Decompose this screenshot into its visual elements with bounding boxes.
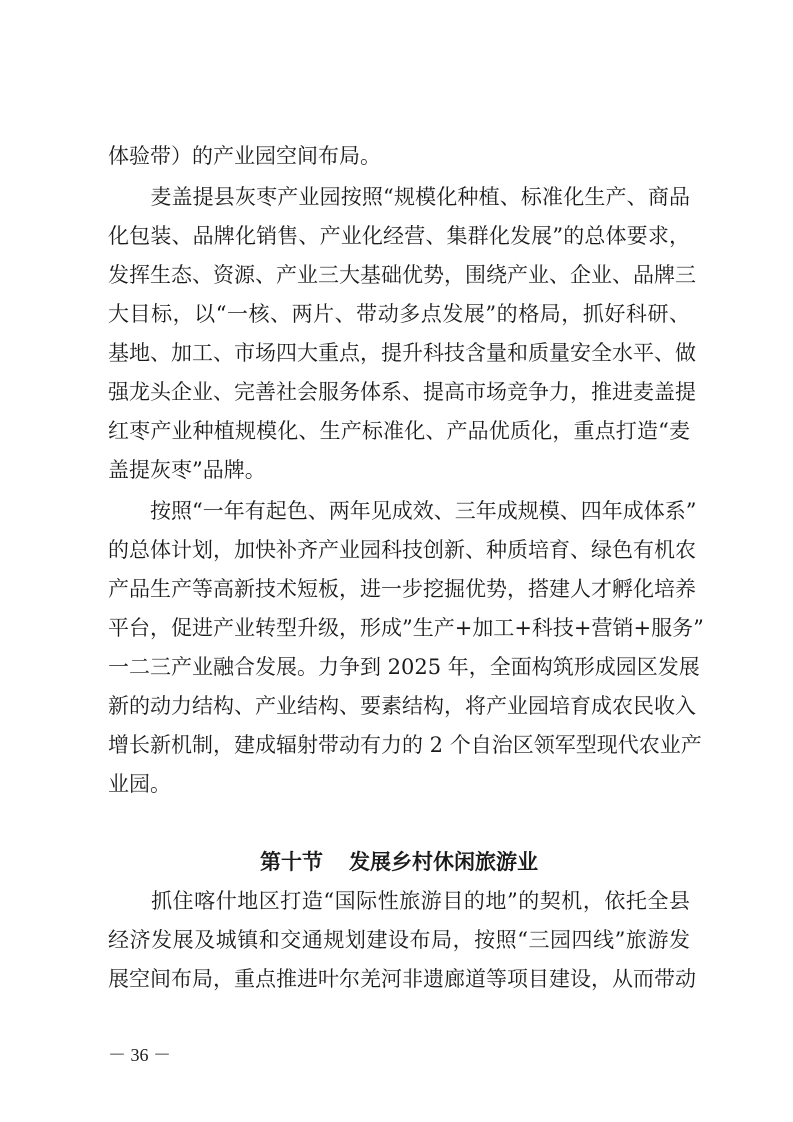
paragraph-line: 的总体计划，加快补齐产业园科技创新、种质培育、绿色有机农 bbox=[108, 538, 696, 562]
section-number: 第十节 bbox=[260, 850, 323, 874]
paragraph-line: 强龙头企业、完善社会服务体系、提高市场竞争力，推进麦盖提 bbox=[108, 380, 696, 404]
paragraph-line: 抓住喀什地区打造“国际性旅游目的地”的契机，依托全县 bbox=[108, 889, 690, 913]
paragraph-line: 产品生产等高新技术短板，进一步挖掘优势，搭建人才孵化培养 bbox=[108, 577, 696, 601]
paragraph-line: 新的动力结构、产业结构、要素结构，将产业园培育成农民收入 bbox=[108, 694, 696, 718]
paragraph-line: 盖提灰枣”品牌。 bbox=[108, 458, 266, 482]
paragraph-line: 麦盖提县灰枣产业园按照“规模化种植、标准化生产、商品 bbox=[108, 185, 690, 209]
page-number: － 36 － bbox=[108, 1045, 171, 1065]
paragraph-line: 发挥生态、资源、产业三大基础优势，围绕产业、企业、品牌三 bbox=[108, 263, 696, 287]
paragraph-line: 基地、加工、市场四大重点，提升科技含量和质量安全水平、做 bbox=[108, 341, 696, 365]
paragraph-line: 一二三产业融合发展。力争到 2025 年，全面构筑形成园区发展 bbox=[108, 655, 700, 679]
paragraph-line: 增长新机制，建成辐射带动有力的 2 个自治区领军型现代农业产 bbox=[108, 733, 702, 757]
paragraph-line: 红枣产业种植规模化、生产标准化、产品优质化，重点打造“麦 bbox=[108, 419, 690, 443]
paragraph-line: 体验带）的产业园空间布局。 bbox=[108, 144, 381, 168]
paragraph-line: 平台，促进产业转型升级，形成”生产+加工+科技+营销+服务” bbox=[108, 616, 704, 640]
paragraph-line: 业园。 bbox=[108, 772, 171, 796]
paragraph-line: 经济发展及城镇和交通规划建设布局，按照“三园四线”旅游发 bbox=[108, 928, 690, 952]
section-heading bbox=[108, 848, 690, 876]
paragraph-line: 化包装、品牌化销售、产业化经营、集群化发展”的总体要求， bbox=[108, 224, 690, 248]
section-title: 发展乡村休闲旅游业 bbox=[349, 850, 538, 874]
paragraph-line: 展空间布局，重点推进叶尔羌河非遗廊道等项目建设，从而带动 bbox=[108, 967, 696, 991]
paragraph-line: 大目标，以“一核、两片、带动多点发展”的格局，抓好科研、 bbox=[108, 302, 690, 326]
paragraph-line: 按照“一年有起色、两年见成效、三年成规模、四年成体系” bbox=[108, 499, 697, 523]
